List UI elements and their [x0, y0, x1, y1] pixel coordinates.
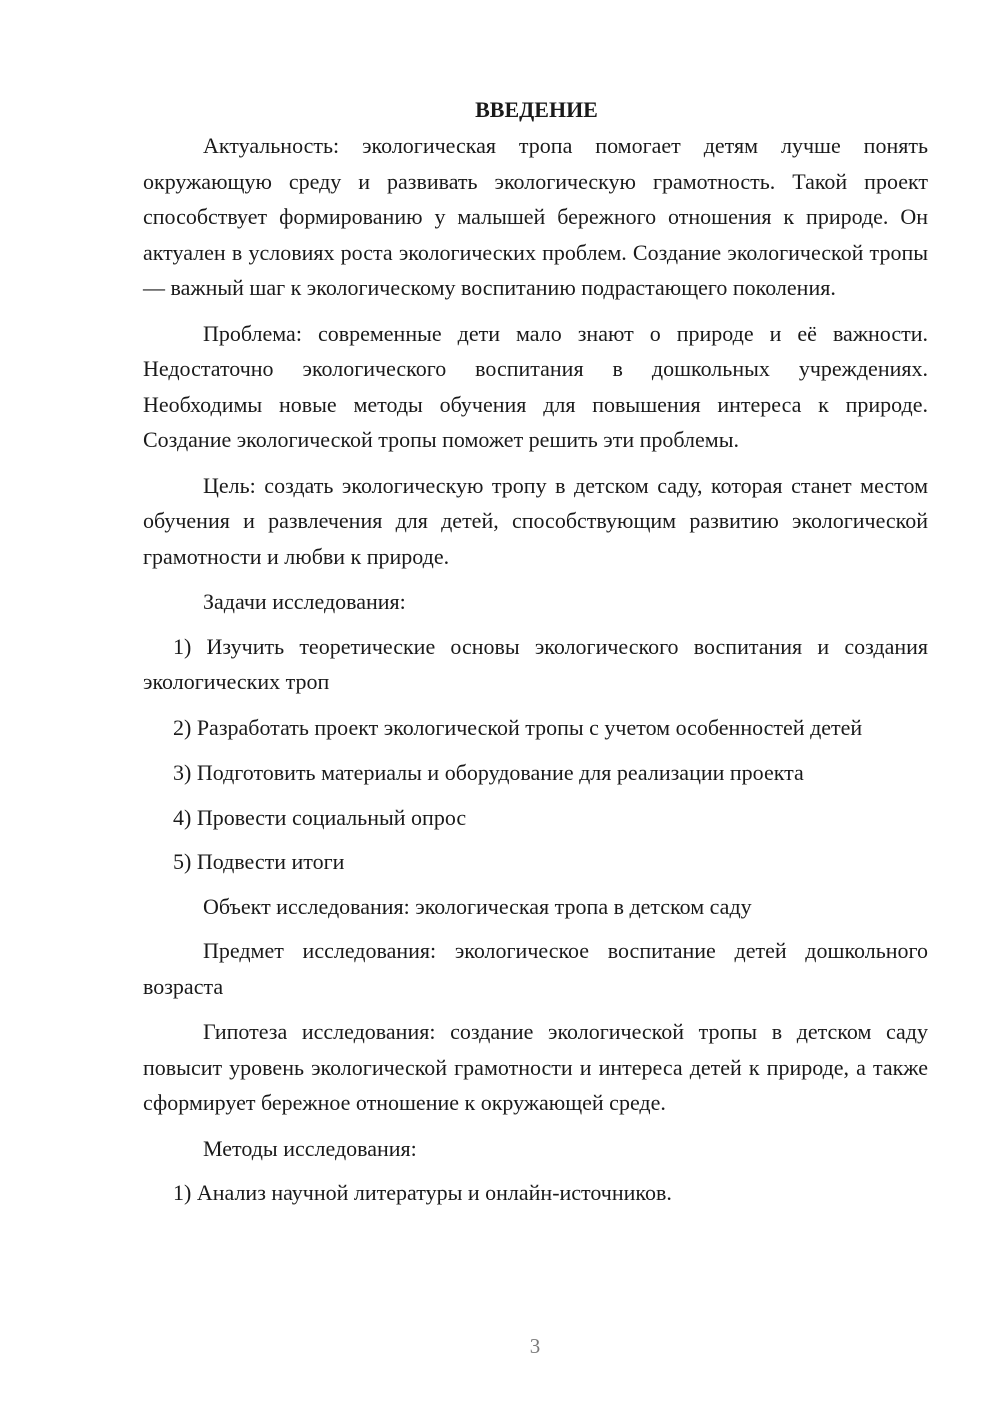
paragraph-problem: Проблема: современные дети мало знают о природе и её важности. Недостаточно экологического воспитания в дошкольных учреждениях. Необходимы новые методы обучения для повышения интереса к природе. Создание экологической тропы поможет решить эти проблемы. [143, 320, 928, 452]
tasks-heading: Задачи исследования: [203, 589, 406, 614]
research-hypothesis: Гипотеза исследования: создание экологической тропы в детском саду повысит уровень экологической грамотности и интереса детей к природе, а также сформирует бережное отношение к окружающей среде. [143, 1019, 928, 1115]
paragraph-goal: Цель: создать экологическую тропу в детском саду, которая станет местом обучения и развлечения для детей, способствующим развитию экологической грамотности и любви к природе. [143, 472, 928, 569]
research-object: Объект исследования: экологическая тропа в детском саду [203, 893, 752, 919]
task-item: 2) Разработать проект экологической тропы с учетом особенностей детей [173, 714, 863, 740]
paragraph-relevance: Актуальность: экологическая тропа помогает детям лучше понять окружающую среду и развивать экологическую грамотность. Такой проект способствует формированию у малышей бережного отношения к природе. Он актуален в условиях роста экологических проблем. Создание экологической тропы — важный шаг к экологическому воспитанию подрастающего поколения. [143, 133, 928, 300]
task-item: 3) Подготовить материалы и оборудование для реализации проекта [173, 760, 804, 785]
task-item: 4) Провести социальный опрос [173, 804, 467, 830]
section-heading: ВВЕДЕНИЕ [475, 97, 598, 122]
page-number: 3 [529, 1334, 541, 1358]
research-subject: Предмет исследования: экологическое воспитание детей дошкольного возраста [143, 938, 928, 999]
task-item: 5) Подвести итоги [173, 849, 345, 874]
method-item: 1) Анализ научной литературы и онлайн-источников. [173, 1180, 672, 1205]
methods-heading: Методы исследования: [203, 1135, 417, 1161]
document-page [143, 92, 928, 1220]
task-item: 1) Изучить теоретические основы экологического воспитания и создания экологических троп [143, 633, 928, 694]
